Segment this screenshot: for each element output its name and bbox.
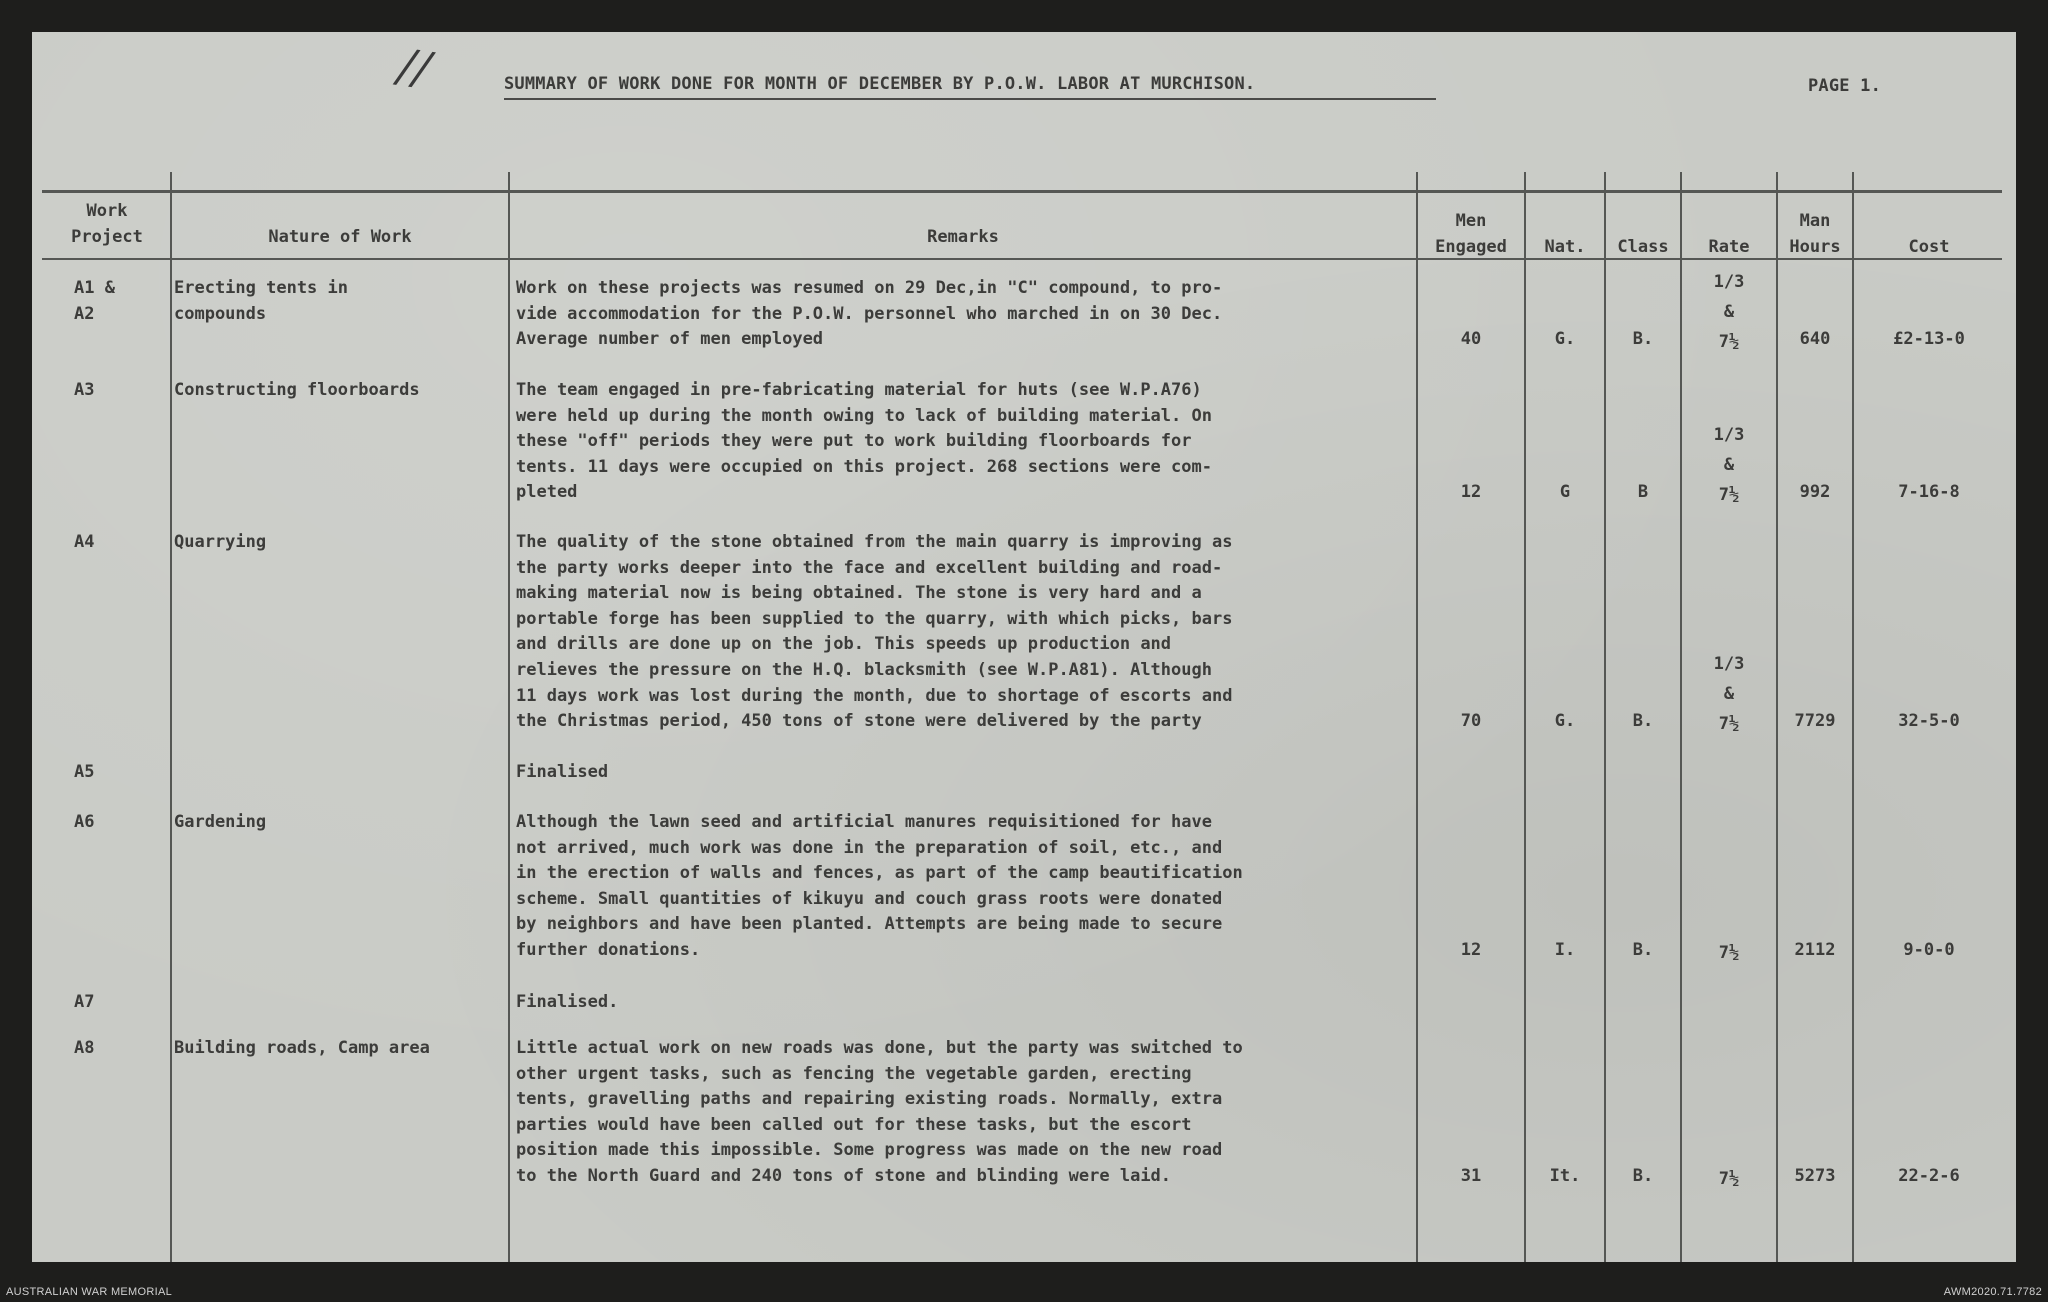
- column-divider: [508, 172, 510, 1262]
- remarks-cell: Work on these projects was resumed on 29 Dec,in "C" compound, to pro- vide accommodation for the P.O.W. personnel who marched in on 30 Dec. Average number of men employed: [516, 278, 1223, 350]
- men-engaged-cell: 12: [1460, 482, 1482, 503]
- rate-cell: 7½: [1718, 943, 1740, 963]
- work-project-cell: A3: [74, 380, 95, 400]
- nationality-cell: G: [1559, 482, 1571, 503]
- class-cell: B.: [1632, 711, 1654, 732]
- rate-cell: 1/3 & 7½: [1713, 272, 1745, 353]
- rate-cell: 1/3 & 7½: [1713, 654, 1745, 735]
- man-hours-cell: 992: [1799, 482, 1831, 503]
- header-nationality: Nat.: [1544, 237, 1586, 257]
- nationality-cell: I.: [1554, 940, 1576, 960]
- header-work-project: Work Project: [71, 201, 143, 247]
- remarks-cell: The team engaged in pre-fabricating material for huts (see W.P.A76) were held up during the month owing to lack of building material. On these "off" periods they were put to work building floorboards for tents. 11 days were occupied on this project. 268 sections were com- pleted: [516, 380, 1212, 503]
- work-project-cell: A5: [74, 762, 95, 782]
- nationality-cell: G.: [1554, 329, 1576, 350]
- column-divider: [170, 172, 172, 1262]
- man-hours-cell: 7729: [1794, 711, 1836, 732]
- class-cell: B.: [1632, 329, 1654, 350]
- header-class: Class: [1617, 237, 1669, 257]
- class-cell: B.: [1632, 940, 1654, 960]
- cost-cell: 9-0-0: [1903, 940, 1955, 960]
- nature-of-work-cell: Constructing floorboards: [174, 380, 420, 400]
- man-hours-cell: 5273: [1794, 1166, 1836, 1186]
- header-remarks: Remarks: [927, 227, 999, 247]
- men-engaged-cell: 12: [1460, 940, 1482, 960]
- work-project-cell: A4: [74, 532, 95, 552]
- pen-mark: //: [395, 38, 434, 96]
- nationality-cell: G.: [1554, 711, 1576, 732]
- nature-of-work-cell: Erecting tents in compounds: [174, 278, 348, 324]
- nature-of-work-cell: Gardening: [174, 812, 267, 832]
- remarks-cell: The quality of the stone obtained from the main quarry is improving as the party works deeper into the face and excellent building and road- making material now is being obtained. The stone is very hard and a portable forge has been supplied to the quarry, with which picks, bars and drills are done up on the job. This speeds up production and relieves the pressure on the H.Q. blacksmith (see W.P.A81). Although 11 days work was lost during the month, due to shortage of escorts and the Christmas period, 450 tons of stone were delivered by the party: [516, 532, 1233, 732]
- work-project-cell: A1 & A2: [74, 278, 115, 324]
- cost-cell: 32-5-0: [1898, 711, 1960, 732]
- nature-of-work-cell: Quarrying: [174, 532, 267, 552]
- header-men-engaged: Men Engaged: [1435, 211, 1507, 257]
- work-project-cell: A8: [74, 1038, 95, 1058]
- remarks-cell: Finalised: [516, 762, 609, 782]
- class-cell: B.: [1632, 1166, 1654, 1186]
- men-engaged-cell: 70: [1460, 711, 1482, 732]
- page-number: PAGE 1.: [1808, 76, 1882, 96]
- rate-cell: 7½: [1718, 1169, 1740, 1189]
- table-top-rule: [42, 190, 2002, 193]
- remarks-cell: Little actual work on new roads was done, but the party was switched to other urgent tasks, such as fencing the vegetable garden, erecting tents, gravelling paths and repairing existing roads. Normally, extra parties would have been called out for these tasks, but the escort position made this impossible. Some progress was made on the new road to the North Guard and 240 tons of stone and blinding were laid.: [516, 1038, 1243, 1186]
- men-engaged-cell: 40: [1460, 329, 1482, 350]
- header-nature-of-work: Nature of Work: [268, 227, 412, 247]
- nature-of-work-cell: Building roads, Camp area: [174, 1038, 430, 1058]
- man-hours-cell: 2112: [1794, 940, 1836, 960]
- work-project-cell: A7: [74, 992, 95, 1012]
- document-title: SUMMARY OF WORK DONE FOR MONTH OF DECEMBER BY P.O.W. LABOR AT MURCHISON.: [504, 74, 1256, 94]
- cost-cell: 7-16-8: [1898, 482, 1960, 503]
- footer-accession-number: AWM2020.71.7782: [1943, 1286, 2042, 1298]
- rate-cell: 1/3 & 7½: [1713, 425, 1745, 506]
- remarks-cell: Finalised.: [516, 992, 619, 1012]
- man-hours-cell: 640: [1799, 329, 1831, 350]
- men-engaged-cell: 31: [1460, 1166, 1482, 1186]
- nationality-cell: It.: [1549, 1166, 1581, 1186]
- header-cost: Cost: [1908, 237, 1950, 257]
- remarks-cell: Although the lawn seed and artificial manures requisitioned for have not arrived, much work was done in the preparation of soil, etc., and in the erection of walls and fences, as part of the camp beautification scheme. Small quantities of kikuyu and couch grass roots were donated by neighbors and have been planted. Attempts are being made to secure further donations.: [516, 812, 1243, 960]
- header-rate: Rate: [1708, 237, 1750, 257]
- header-man-hours: Man Hours: [1789, 211, 1841, 257]
- document-sheet: [32, 32, 2016, 1262]
- class-cell: B: [1637, 482, 1649, 503]
- footer-institution: AUSTRALIAN WAR MEMORIAL: [6, 1286, 173, 1298]
- cost-cell: £2-13-0: [1893, 329, 1965, 350]
- cost-cell: 22-2-6: [1898, 1166, 1960, 1186]
- title-underline: [504, 98, 1436, 100]
- work-project-cell: A6: [74, 812, 95, 832]
